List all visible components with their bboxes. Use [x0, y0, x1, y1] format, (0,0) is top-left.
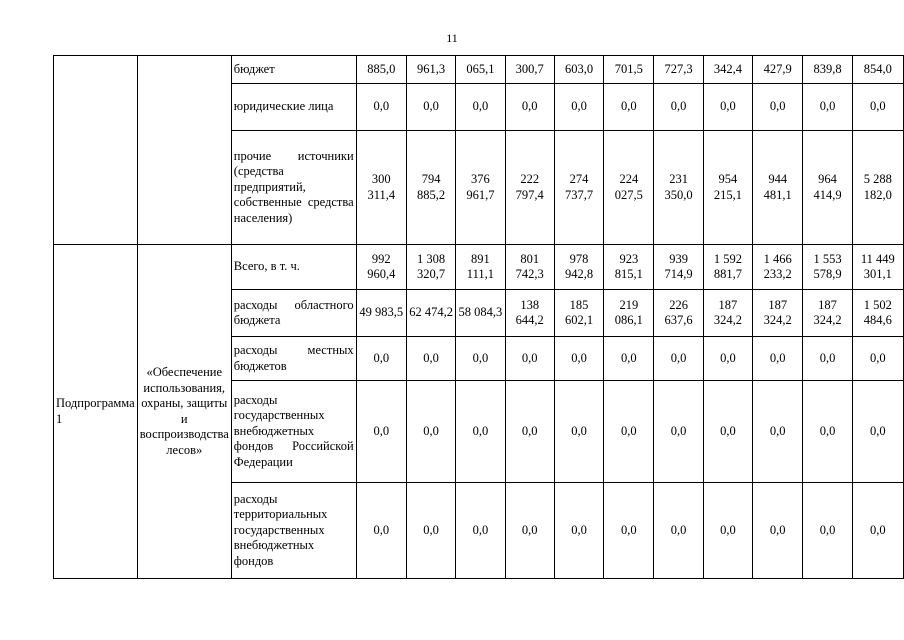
value-cell: 0,0 [703, 84, 752, 131]
row-label: бюджет [231, 56, 356, 84]
budget-table-body [54, 56, 904, 579]
value-cell: 0,0 [505, 337, 554, 381]
value-cell: 701,5 [604, 56, 654, 84]
value-cell: 274 737,7 [554, 131, 603, 245]
value-cell: 0,0 [505, 84, 554, 131]
value-cell: 0,0 [604, 483, 654, 579]
value-cell: 794 885,2 [406, 131, 455, 245]
value-cell: 427,9 [753, 56, 803, 84]
value-cell: 5 288 182,0 [852, 131, 903, 245]
value-cell: 961,3 [406, 56, 455, 84]
value-cell: 1 502 484,6 [852, 290, 903, 337]
value-cell: 0,0 [604, 381, 654, 483]
table-row [54, 245, 904, 290]
value-cell: 0,0 [753, 84, 803, 131]
value-cell: 231 350,0 [654, 131, 703, 245]
value-cell: 0,0 [356, 84, 406, 131]
value-cell: 0,0 [456, 381, 505, 483]
value-cell: 065,1 [456, 56, 505, 84]
value-cell: 727,3 [654, 56, 703, 84]
subprogram-label: Подпрограмма 1 [54, 245, 138, 579]
value-cell: 0,0 [406, 483, 455, 579]
row-label: прочие источники (средства предприятий, собственные средства населения) [231, 131, 356, 245]
value-cell: 62 474,2 [406, 290, 455, 337]
value-cell: 603,0 [554, 56, 603, 84]
value-cell: 187 324,2 [753, 290, 803, 337]
value-cell: 187 324,2 [803, 290, 852, 337]
value-cell: 11 449 301,1 [852, 245, 903, 290]
row-label: расходы территориальных государственных внебюджетных фондов [231, 483, 356, 579]
value-cell: 0,0 [852, 381, 903, 483]
value-cell: 300,7 [505, 56, 554, 84]
row-label: расходы местных бюджетов [231, 337, 356, 381]
value-cell: 1 553 578,9 [803, 245, 852, 290]
value-cell: 801 742,3 [505, 245, 554, 290]
value-cell: 954 215,1 [703, 131, 752, 245]
value-cell: 0,0 [703, 337, 752, 381]
value-cell: 300 311,4 [356, 131, 406, 245]
value-cell: 992 960,4 [356, 245, 406, 290]
program-cell-continued [54, 56, 138, 245]
value-cell: 0,0 [554, 84, 603, 131]
value-cell: 0,0 [803, 84, 852, 131]
value-cell: 0,0 [852, 84, 903, 131]
value-cell: 0,0 [753, 337, 803, 381]
value-cell: 0,0 [703, 381, 752, 483]
value-cell: 0,0 [753, 381, 803, 483]
value-cell: 0,0 [604, 84, 654, 131]
value-cell: 0,0 [654, 84, 703, 131]
value-cell: 0,0 [803, 337, 852, 381]
value-cell: 226 637,6 [654, 290, 703, 337]
row-label: расходы государственных внебюджетных фондов Российской Федерации [231, 381, 356, 483]
table-row [54, 56, 904, 84]
value-cell: 0,0 [356, 381, 406, 483]
value-cell: 944 481,1 [753, 131, 803, 245]
value-cell: 0,0 [654, 381, 703, 483]
value-cell: 978 942,8 [554, 245, 603, 290]
value-cell: 939 714,9 [654, 245, 703, 290]
value-cell: 0,0 [654, 483, 703, 579]
value-cell: 0,0 [356, 337, 406, 381]
value-cell: 891 111,1 [456, 245, 505, 290]
value-cell: 138 644,2 [505, 290, 554, 337]
value-cell: 0,0 [505, 483, 554, 579]
row-label: юридические лица [231, 84, 356, 131]
value-cell: 219 086,1 [604, 290, 654, 337]
value-cell: 0,0 [456, 483, 505, 579]
value-cell: 854,0 [852, 56, 903, 84]
value-cell: 0,0 [554, 337, 603, 381]
value-cell: 0,0 [356, 483, 406, 579]
value-cell: 376 961,7 [456, 131, 505, 245]
value-cell: 0,0 [852, 337, 903, 381]
value-cell: 342,4 [703, 56, 752, 84]
value-cell: 923 815,1 [604, 245, 654, 290]
value-cell: 187 324,2 [703, 290, 752, 337]
program-name-cell-continued [137, 56, 231, 245]
value-cell: 0,0 [554, 381, 603, 483]
value-cell: 885,0 [356, 56, 406, 84]
value-cell: 0,0 [803, 381, 852, 483]
value-cell: 0,0 [803, 483, 852, 579]
value-cell: 839,8 [803, 56, 852, 84]
row-label: Всего, в т. ч. [231, 245, 356, 290]
value-cell: 0,0 [505, 381, 554, 483]
page-number: 11 [446, 31, 458, 45]
value-cell: 0,0 [406, 381, 455, 483]
value-cell: 0,0 [604, 337, 654, 381]
value-cell: 185 602,1 [554, 290, 603, 337]
row-label: расходы областного бюджета [231, 290, 356, 337]
value-cell: 0,0 [852, 483, 903, 579]
value-cell: 0,0 [406, 84, 455, 131]
value-cell: 49 983,5 [356, 290, 406, 337]
value-cell: 0,0 [554, 483, 603, 579]
value-cell: 0,0 [703, 483, 752, 579]
value-cell: 1 592 881,7 [703, 245, 752, 290]
value-cell: 964 414,9 [803, 131, 852, 245]
value-cell: 0,0 [654, 337, 703, 381]
value-cell: 1 308 320,7 [406, 245, 455, 290]
subprogram-name: «Обеспечение использования, охраны, защиты и воспроизводства лесов» [137, 245, 231, 579]
value-cell: 58 084,3 [456, 290, 505, 337]
value-cell: 0,0 [456, 84, 505, 131]
value-cell: 1 466 233,2 [753, 245, 803, 290]
value-cell: 0,0 [406, 337, 455, 381]
budget-table [53, 55, 904, 579]
value-cell: 224 027,5 [604, 131, 654, 245]
value-cell: 0,0 [753, 483, 803, 579]
value-cell: 222 797,4 [505, 131, 554, 245]
value-cell: 0,0 [456, 337, 505, 381]
